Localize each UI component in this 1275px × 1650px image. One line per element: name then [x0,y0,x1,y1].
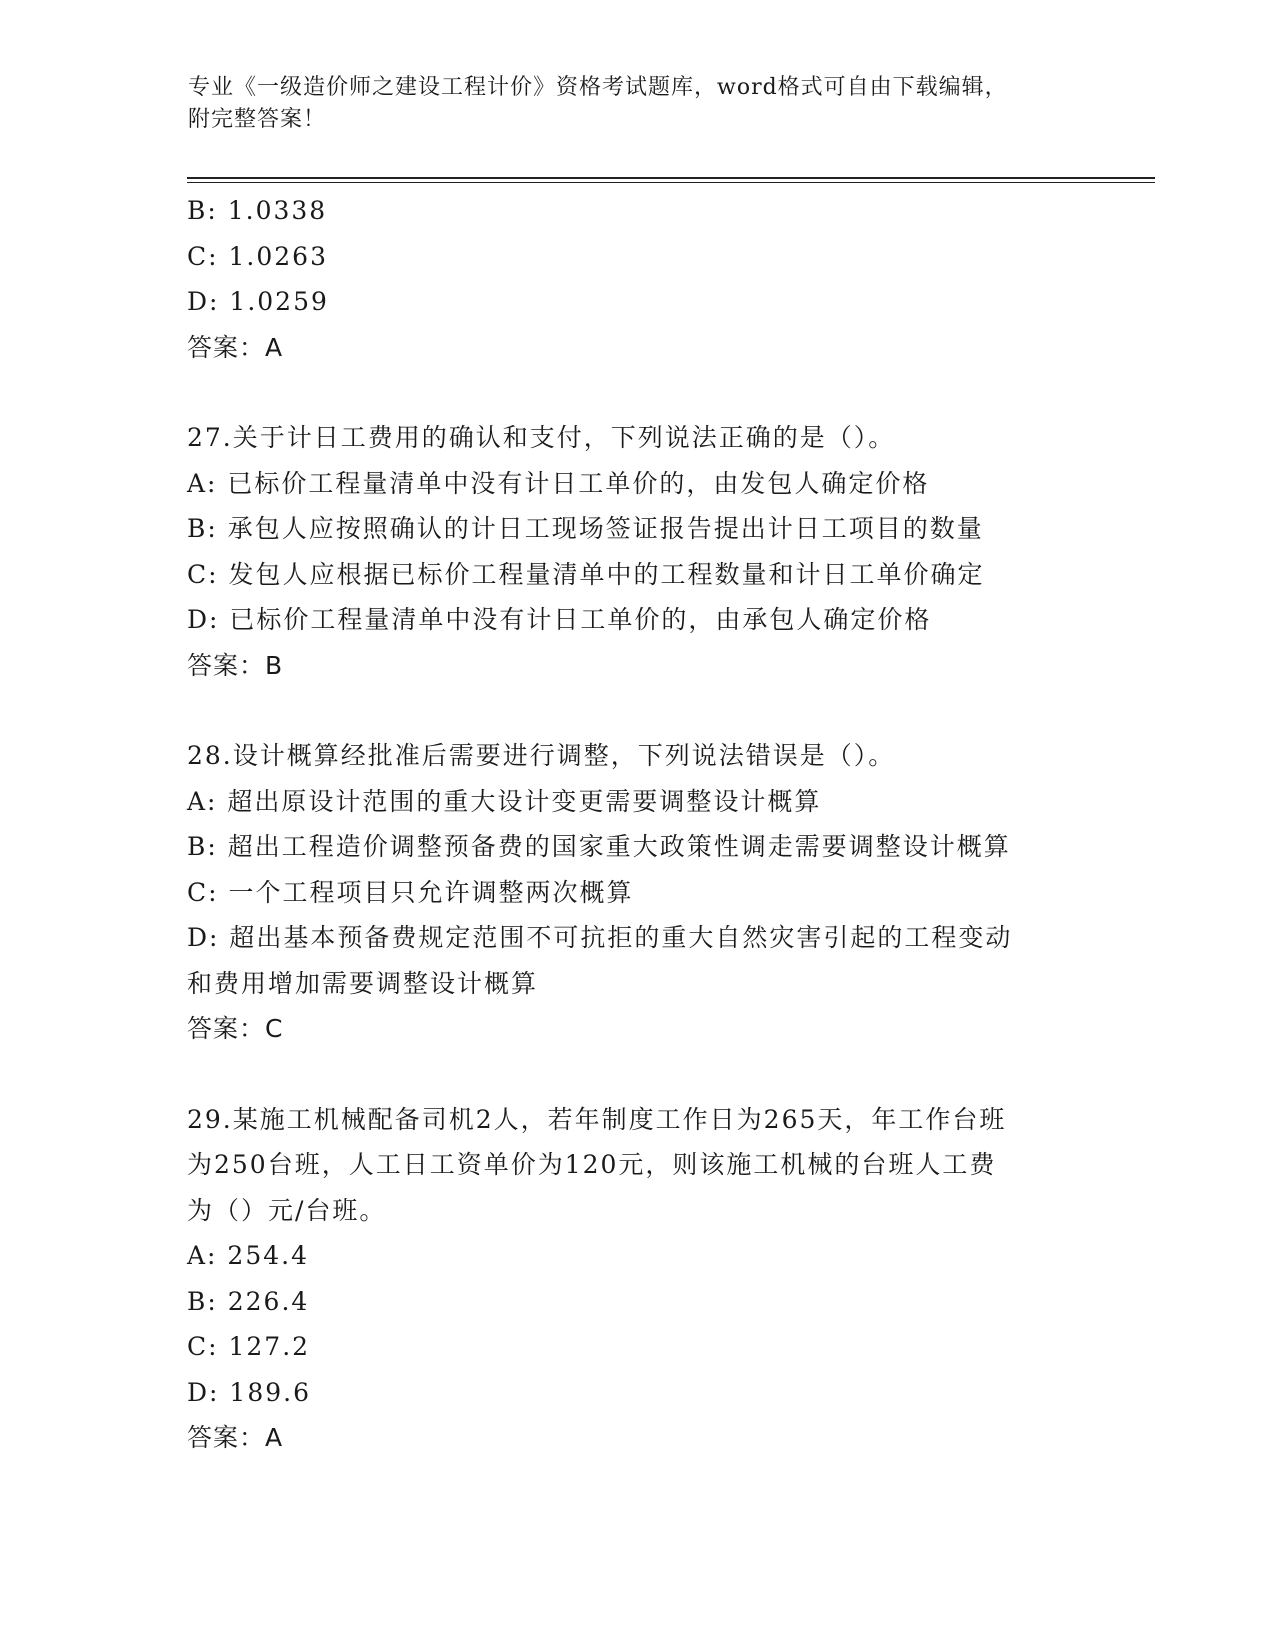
question-content [187,188,1087,1461]
option-c: C: 127.2 [187,1332,311,1361]
question-stem-line-3: 为（）元/台班。 [187,1195,387,1225]
spacer [187,1052,1087,1097]
question-stem: 28.设计概算经批准后需要进行调整，下列说法错误是（）。 [187,741,896,770]
question-stem-line-1: 29.某施工机械配备司机2人，若年制度工作日为265天，年工作台班 [187,1104,1007,1134]
option-b: B: 226.4 [187,1286,310,1316]
question-28 [187,733,1087,1052]
question-27 [187,415,1087,688]
spacer [187,688,1087,733]
header-line-1: 专业《一级造价师之建设工程计价》资格考试题库，word格式可自由下载编辑， [188,75,1008,100]
option-c: C: 一个工程项目只允许调整两次概算 [187,877,634,907]
option-b: B: 1.0338 [187,196,328,225]
answer-line: 答案：A [187,332,284,362]
answer-line: 答案：C [187,1014,284,1043]
option-b: B: 承包人应按照确认的计日工现场签证报告提出计日工项目的数量 [187,514,984,543]
answer-line: 答案：B [187,650,284,680]
option-b: B: 超出工程造价调整预备费的国家重大政策性调走需要调整设计概算 [187,832,1011,861]
option-a: A: 254.4 [187,1241,309,1270]
option-d: D: 已标价工程量清单中没有计日工单价的，由承包人确定价格 [187,605,932,634]
spacer [187,370,1087,415]
answer-line: 答案：A [187,1423,284,1452]
question-26-continued [187,188,1087,370]
option-c: C: 发包人应根据已标价工程量清单中的工程数量和计日工单价确定 [187,559,985,589]
option-a: A: 已标价工程量清单中没有计日工单价的，由发包人确定价格 [187,468,930,498]
question-stem-line-2: 为250台班，人工日工资单价为120元，则该施工机械的台班人工费 [187,1150,997,1179]
option-d: D: 超出基本预备费规定范围不可抗拒的重大自然灾害引起的工程变动 [187,923,1013,952]
option-d: D: 189.6 [187,1377,311,1407]
header-line-2: 附完整答案！ [188,107,327,132]
option-d: D: 1.0259 [187,287,329,316]
question-29 [187,1097,1087,1461]
option-c: C: 1.0263 [187,241,328,271]
question-stem: 27.关于计日工费用的确认和支付，下列说法正确的是（）。 [187,423,896,452]
option-a: A: 超出原设计范围的重大设计变更需要调整设计概算 [187,786,822,816]
header-divider-thin [187,182,1155,183]
header-divider-thick [187,177,1155,179]
option-d-continued: 和费用增加需要调整设计概算 [187,968,539,998]
document-header [188,72,1088,136]
